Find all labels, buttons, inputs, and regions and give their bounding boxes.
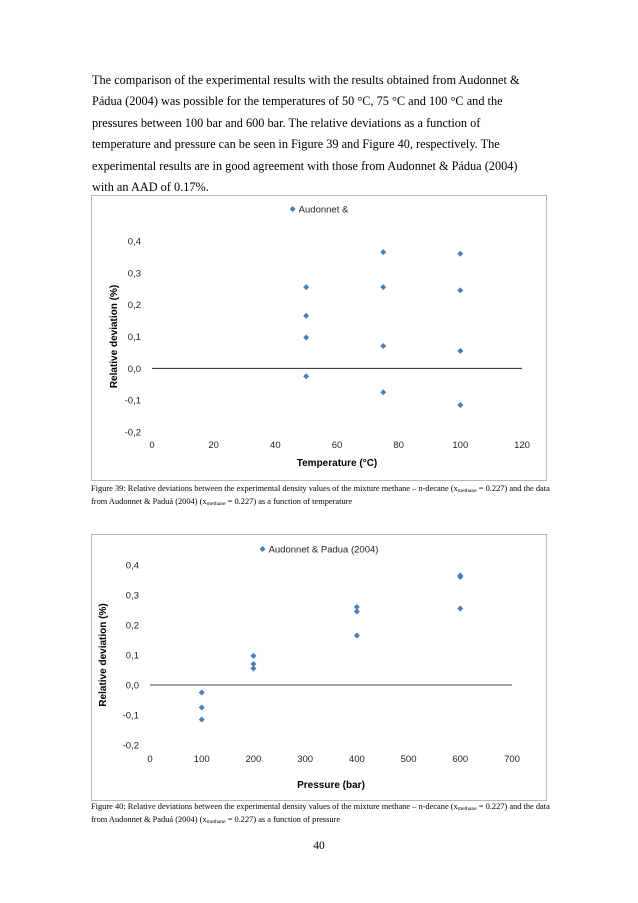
x-axis-title: Temperature (°C) [296, 458, 378, 469]
x-tick-label: 80 [393, 440, 404, 451]
figure-40-chart [91, 534, 547, 801]
x-tick-label: 500 [400, 754, 417, 765]
caption-subscript: methane [206, 818, 226, 825]
figure-39-caption [91, 483, 551, 508]
x-tick-label: 120 [514, 440, 530, 451]
y-axis-title: Relative deviation (%) [109, 284, 120, 389]
x-tick-label: 20 [208, 440, 219, 451]
body-line: experimental results are in good agreement with those from Audonnet & Pádua (2004) [92, 158, 518, 173]
body-line: temperature and pressure can be seen in Figure 39 and Figure 40, respectively. The [92, 137, 500, 152]
y-tick-label: 0,4 [127, 236, 141, 248]
data-point [303, 373, 309, 379]
data-point [457, 348, 463, 354]
legend-label: Audonnet & Padua (2004) [268, 544, 379, 556]
body-line: Pádua (2004) was possible for the temperatures of 50 °C, 75 °C and 100 °C and the [92, 94, 503, 109]
caption-subscript: methane [206, 500, 226, 507]
y-tick-label: -0,2 [122, 740, 139, 752]
data-point [303, 313, 309, 319]
data-point [250, 666, 256, 672]
x-tick-label: 700 [504, 754, 520, 765]
x-tick-label: 300 [297, 754, 314, 765]
y-tick-label: -0,2 [124, 427, 141, 439]
y-tick-label: -0,1 [122, 710, 139, 722]
data-point [250, 653, 256, 659]
legend-label: Audonnet & [298, 204, 349, 216]
y-tick-label: 0,0 [127, 363, 141, 375]
figure-39-chart [91, 195, 547, 481]
x-tick-label: 600 [452, 754, 469, 765]
caption-subscript: methane [457, 806, 477, 812]
data-point [199, 717, 205, 723]
data-point [199, 690, 205, 696]
y-tick-label: 0,3 [125, 590, 139, 602]
data-point [354, 609, 360, 615]
data-point [380, 284, 386, 290]
legend [290, 205, 349, 216]
legend-marker [290, 206, 296, 212]
x-axis-title: Pressure (bar) [297, 780, 365, 791]
y-tick-label: 0,2 [127, 300, 141, 312]
caption-text: = 0.227) and the data from Audonnet & Paduá (2004) (x [91, 802, 550, 824]
body-paragraph [92, 70, 547, 198]
body-line: The comparison of the experimental results with the results obtained from Audonnet & [92, 73, 520, 87]
body-line: pressures between 100 bar and 600 bar. The relative deviations as a function of [92, 115, 481, 130]
y-tick-label: 0,3 [127, 268, 141, 280]
data-point [457, 606, 463, 612]
data-point [380, 249, 386, 255]
data-point [303, 334, 309, 340]
x-tick-label: 400 [348, 754, 365, 765]
caption-text: Figure 39: Relative deviations between the experimental density values of the mixture methane – n-decane (x [91, 484, 458, 493]
x-tick-label: 0 [147, 754, 153, 765]
caption-text: = 0.227) as a function of pressure [225, 814, 341, 824]
y-tick-label: 0,2 [125, 620, 139, 632]
caption-subscript: methane [457, 488, 477, 494]
y-tick-label: 0,4 [125, 560, 139, 572]
data-point [199, 705, 205, 711]
data-point [354, 633, 360, 639]
x-tick-label: 40 [270, 440, 281, 451]
y-tick-label: -0,1 [124, 395, 141, 407]
figure-39-plot [92, 196, 546, 480]
y-axis-title: Relative deviation (%) [98, 603, 109, 707]
y-tick-label: 0,1 [125, 650, 139, 662]
data-point [457, 287, 463, 293]
legend-marker [260, 546, 266, 552]
y-tick-label: 0,1 [127, 332, 141, 343]
data-point [303, 284, 309, 290]
data-point [457, 251, 463, 257]
data-point [380, 343, 386, 349]
x-tick-label: 200 [245, 754, 262, 765]
x-tick-label: 100 [193, 754, 210, 765]
y-tick-label: 0,0 [125, 680, 139, 692]
data-point [457, 402, 463, 408]
caption-text: = 0.227) as a function of temperature [225, 496, 353, 506]
caption-text: = 0.227) and the data from Audonnet & Paduá (2004) (x [91, 484, 550, 506]
x-tick-label: 60 [331, 440, 343, 451]
body-line: with an AAD of 0.17%. [92, 180, 209, 195]
figure-40-plot [92, 535, 546, 800]
data-point [380, 389, 386, 395]
x-tick-label: 0 [149, 440, 155, 451]
page-number: 40 [313, 840, 325, 852]
figure-40-caption [91, 801, 551, 826]
x-tick-label: 100 [452, 440, 469, 451]
caption-text: Figure 40: Relative deviations between the experimental density values of the mixture methane – n-decane (x [91, 802, 458, 811]
legend [260, 545, 379, 556]
